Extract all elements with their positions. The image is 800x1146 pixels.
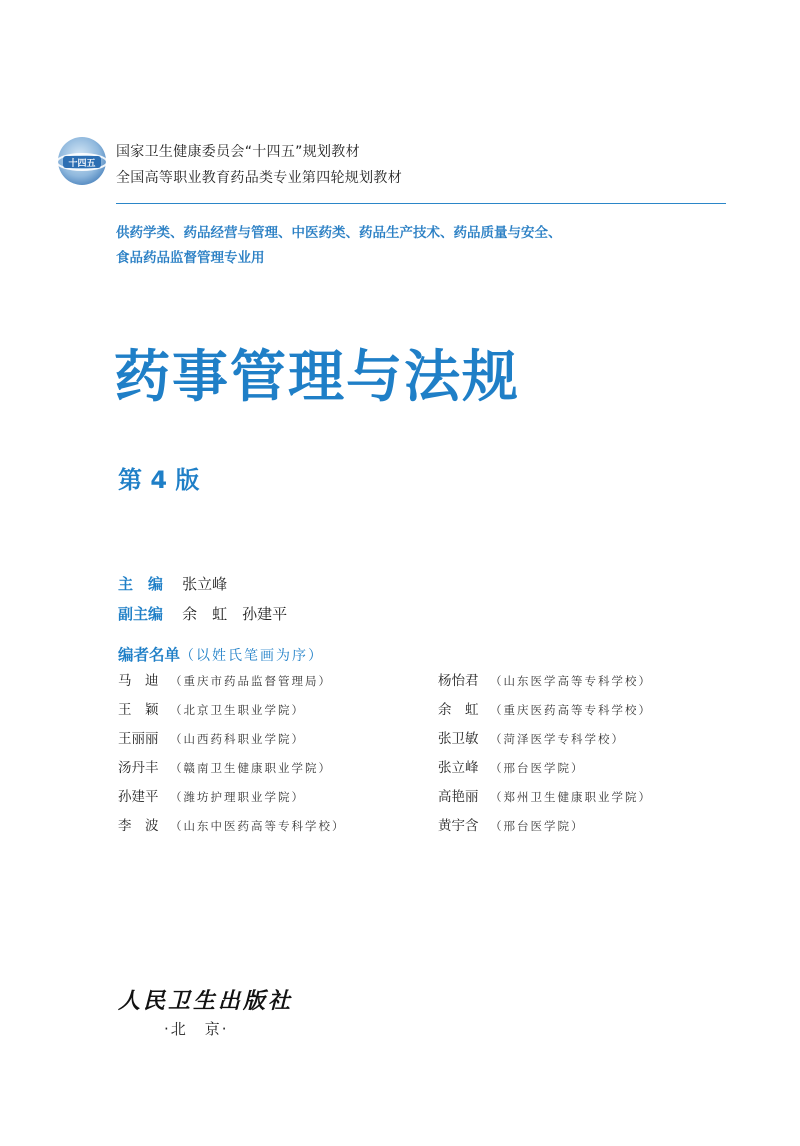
- contributor-affiliation: （山东中医药高等专科学校）: [170, 819, 346, 833]
- series-logo: [56, 135, 108, 187]
- contributor-name: 高艳丽: [438, 789, 479, 805]
- contributors-right-column: [438, 670, 652, 835]
- contributor-name: 王 颖: [118, 702, 159, 718]
- contributor-affiliation: （山东医学高等专科学校）: [490, 674, 652, 688]
- contributor-row: [118, 699, 346, 719]
- contributors-left-column: [118, 670, 346, 835]
- contributor-affiliation: （山西药科职业学院）: [170, 732, 305, 746]
- contributor-name: 汤丹丰: [118, 760, 159, 776]
- book-title: 药事管理与法规: [114, 345, 520, 410]
- contributor-row: [118, 757, 346, 777]
- contributor-row: [438, 728, 652, 748]
- chief-editor-name: 张立峰: [182, 575, 228, 593]
- contributor-row: [118, 728, 346, 748]
- contributor-affiliation: （邢台医学院）: [490, 761, 585, 775]
- contributor-row: [438, 757, 652, 777]
- contributor-row: [118, 815, 346, 835]
- contributor-row: [438, 699, 652, 719]
- chief-editor-label: 主 编: [118, 575, 164, 593]
- contributor-name: 马 迪: [118, 673, 159, 689]
- contributor-row: [118, 786, 346, 806]
- publisher-city: ·北 京·: [164, 1020, 229, 1038]
- series-line-2: 全国高等职业教育药品类专业第四轮规划教材: [116, 170, 402, 186]
- contributors-title: 编者名单: [118, 646, 181, 664]
- contributor-affiliation: （赣南卫生健康职业学院）: [170, 761, 332, 775]
- contributor-name: 张卫敏: [438, 731, 479, 747]
- edition: 第 4 版: [118, 466, 200, 494]
- contributor-affiliation: （郑州卫生健康职业学院）: [490, 790, 652, 804]
- audience-line-2: 食品药品监督管理专业用: [116, 250, 265, 266]
- contributor-row: [438, 670, 652, 690]
- contributor-name: 余 虹: [438, 702, 479, 718]
- audience-line-1: 供药学类、药品经营与管理、中医药类、药品生产技术、药品质量与安全、: [116, 225, 562, 241]
- contributor-name: 杨怡君: [438, 673, 479, 689]
- deputy-editor-row: [118, 603, 287, 624]
- contributor-affiliation: （北京卫生职业学院）: [170, 703, 305, 717]
- header-divider: [116, 203, 726, 204]
- contributor-affiliation: （重庆医药高等专科学校）: [490, 703, 652, 717]
- contributors-heading: [118, 643, 324, 665]
- contributor-name: 王丽丽: [118, 731, 159, 747]
- chief-editor-row: [118, 573, 227, 594]
- contributor-affiliation: （潍坊护理职业学院）: [170, 790, 305, 804]
- deputy-editor-names: 余 虹 孙建平: [182, 605, 288, 623]
- contributor-affiliation: （菏泽医学专科学校）: [490, 732, 625, 746]
- contributor-row: [438, 786, 652, 806]
- contributor-name: 黄宇含: [438, 818, 479, 834]
- contributors-note: （以姓氏笔画为序）: [180, 648, 325, 664]
- contributor-name: 李 波: [118, 818, 159, 834]
- contributor-name: 张立峰: [438, 760, 479, 776]
- contributor-affiliation: （重庆市药品监督管理局）: [170, 674, 332, 688]
- deputy-editor-label: 副主编: [118, 605, 164, 623]
- series-line-1: 国家卫生健康委员会“十四五”规划教材: [116, 144, 360, 160]
- publisher-name: 人民卫生出版社: [118, 988, 294, 1014]
- contributor-affiliation: （邢台医学院）: [490, 819, 585, 833]
- contributor-row: [438, 815, 652, 835]
- contributor-name: 孙建平: [118, 789, 159, 805]
- contributor-row: [118, 670, 346, 690]
- logo-text: 十四五: [68, 159, 96, 169]
